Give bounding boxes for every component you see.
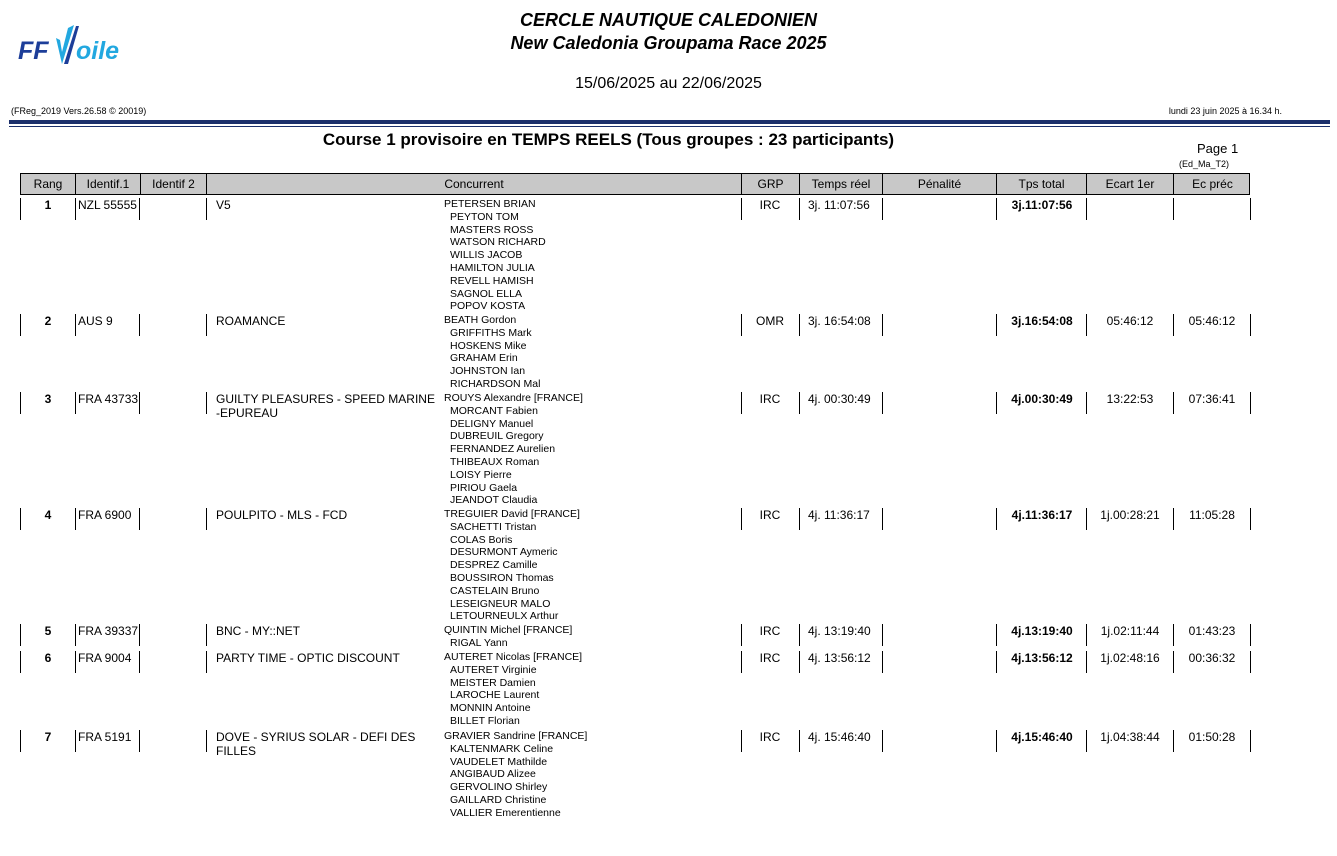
crew-list: [444, 624, 744, 650]
crew-member-name: GRIFFITHS Mark: [450, 326, 532, 339]
rank-cell: 4: [44, 508, 52, 522]
column-separator: [206, 651, 207, 673]
crew-member-name: HAMILTON JULIA: [450, 261, 535, 274]
column-separator: [996, 651, 997, 673]
organizer-title: CERCLE NAUTIQUE CALEDONIEN: [519, 10, 817, 30]
skipper-name: GRAVIER Sandrine [FRANCE]: [444, 730, 588, 742]
crew-list: [444, 314, 744, 391]
col-tps-total: Tps total: [997, 174, 1087, 194]
crew-member-name: DESURMONT Aymeric: [450, 546, 558, 559]
real-time-cell: 3j. 11:07:56: [808, 198, 870, 212]
crew-member-name: AUTERET Virginie: [450, 663, 537, 676]
column-separator: [799, 314, 800, 336]
col-identif1: Identif.1: [76, 174, 141, 194]
rank-cell: 6: [44, 651, 52, 665]
column-separator: [996, 198, 997, 220]
real-time-cell: 3j. 16:54:08: [808, 314, 871, 328]
crew-member-name: LESEIGNEUR MALO: [450, 597, 551, 610]
crew-member-name: BILLET Florian: [450, 714, 520, 727]
total-time-cell: 4j.11:36:17: [1011, 508, 1073, 522]
column-separator: [206, 624, 207, 646]
column-separator: [996, 624, 997, 646]
header-rule-thick: [9, 120, 1330, 124]
sail-number-cell: FRA 5191: [78, 730, 132, 744]
sail-number-cell: AUS 9: [78, 314, 113, 328]
column-separator: [206, 508, 207, 530]
column-separator: [996, 314, 997, 336]
boat-name-cell: V5: [216, 198, 231, 212]
crew-member-name: WATSON RICHARD: [450, 236, 546, 249]
col-ec-prec: Ec préc: [1192, 177, 1233, 191]
column-separator: [206, 730, 207, 752]
boat-name-cell: POULPITO - MLS - FCD: [216, 508, 348, 522]
logo-oile-text: oile: [76, 37, 120, 65]
total-time-cell: 4j.13:56:12: [1011, 651, 1073, 665]
crew-member-name: DESPREZ Camille: [450, 559, 538, 572]
crew-member-name: POPOV KOSTA: [450, 300, 526, 313]
total-time-cell: 3j.16:54:08: [1011, 314, 1073, 328]
column-separator: [1250, 392, 1251, 414]
crew-member-name: JOHNSTON Ian: [450, 365, 526, 378]
page-number: Page 1: [1197, 141, 1239, 156]
crew-member-name: GAILLARD Christine: [450, 793, 547, 806]
column-separator: [1250, 624, 1251, 646]
group-cell: IRC: [759, 624, 781, 638]
col-grp: GRP: [742, 174, 800, 194]
crew-member-name: BOUSSIRON Thomas: [450, 571, 554, 584]
real-time-cell: 4j. 11:36:17: [808, 508, 870, 522]
col-ecart-1er: Ecart 1er: [1087, 174, 1174, 194]
crew-member-name: MASTERS ROSS: [450, 223, 534, 236]
crew-member-name: KALTENMARK Celine: [450, 742, 554, 755]
column-separator: [799, 508, 800, 530]
crew-member-name: HOSKENS Mike: [450, 339, 527, 352]
crew-member-name: PEYTON TOM: [450, 210, 519, 223]
total-time-cell: 3j.11:07:56: [1011, 198, 1073, 212]
boat-name-cell: ROAMANCE: [216, 314, 286, 328]
gap-first-cell: 1j.04:38:44: [1100, 730, 1160, 744]
boat-name-cell: PARTY TIME - OPTIC DISCOUNT: [216, 651, 400, 665]
software-version: (FReg_2019 Vers.26.58 © 20019): [11, 106, 147, 116]
crew-member-name: REVELL HAMISH: [450, 274, 534, 287]
crew-member-name: MONNIN Antoine: [450, 702, 531, 715]
gap-previous-cell: 00:36:32: [1188, 651, 1236, 665]
crew-member-name: RIGAL Yann: [450, 636, 508, 649]
crew-member-name: FERNANDEZ Aurelien: [450, 443, 556, 456]
sail-number-cell: FRA 6900: [78, 508, 132, 522]
skipper-name: ROUYS Alexandre [FRANCE]: [444, 392, 583, 404]
column-separator: [1173, 198, 1174, 220]
sail-number-cell: FRA 9004: [78, 651, 132, 665]
column-separator: [1250, 730, 1251, 752]
crew-member-name: JEANDOT Claudia: [450, 494, 538, 507]
group-cell: IRC: [759, 508, 781, 522]
total-time-cell: 4j.13:19:40: [1011, 624, 1073, 638]
gap-previous-cell: 01:50:28: [1188, 730, 1236, 744]
total-time-cell: 4j.15:46:40: [1011, 730, 1073, 744]
group-cell: IRC: [759, 392, 781, 406]
sail-number-cell: FRA 43733: [78, 392, 139, 406]
skipper-name: PETERSEN BRIAN: [444, 198, 536, 210]
column-separator: [206, 198, 207, 220]
column-separator: [1250, 651, 1251, 673]
race-dates: 15/06/2025 au 22/06/2025: [575, 75, 762, 92]
column-separator: [799, 392, 800, 414]
logo-ff-text: FF: [18, 37, 49, 65]
sail-number-cell: FRA 39337: [78, 624, 139, 638]
column-separator: [799, 198, 800, 220]
group-cell: IRC: [759, 651, 781, 665]
col-penalite: Pénalité: [883, 174, 997, 194]
crew-member-name: VALLIER Emerentienne: [450, 806, 561, 819]
crew-member-name: LAROCHE Laurent: [450, 689, 540, 702]
col-concurrent: Concurrent: [207, 174, 742, 194]
skipper-name: QUINTIN Michel [FRANCE]: [444, 624, 573, 636]
column-separator: [1250, 198, 1251, 220]
crew-member-name: CASTELAIN Bruno: [450, 584, 540, 597]
crew-member-name: SAGNOL ELLA: [450, 287, 522, 300]
boat-name-cell: GUILTY PLEASURES - SPEED MARINE -EPUREAU: [216, 392, 435, 420]
rank-cell: 3: [44, 392, 52, 406]
crew-member-name: WILLIS JACOB: [450, 249, 523, 262]
gap-first-cell: 1j.02:48:16: [1100, 651, 1160, 665]
gap-previous-cell: 11:05:28: [1189, 508, 1235, 522]
column-separator: [799, 624, 800, 646]
crew-list: [444, 508, 744, 623]
course-title: Course 1 provisoire en TEMPS REELS (Tous groupes : 23 participants): [322, 130, 895, 149]
header-rule-thin: [9, 126, 1330, 127]
gap-previous-cell: 05:46:12: [1188, 314, 1236, 328]
real-time-cell: 4j. 00:30:49: [808, 392, 871, 406]
column-separator: [1086, 198, 1087, 220]
col-temps-reel: Temps réel: [800, 174, 883, 194]
col-rang: Rang: [21, 174, 76, 194]
results-table-header: [20, 173, 1250, 195]
crew-member-name: LOISY Pierre: [450, 468, 512, 481]
crew-member-name: COLAS Boris: [450, 533, 513, 546]
column-separator: [996, 730, 997, 752]
column-separator: [799, 651, 800, 673]
col-identif2: Identif 2: [141, 174, 207, 194]
gap-previous-cell: 01:43:23: [1188, 624, 1236, 638]
group-cell: IRC: [759, 730, 781, 744]
crew-member-name: LETOURNEULX Arthur: [450, 610, 559, 623]
total-time-cell: 4j.00:30:49: [1011, 392, 1073, 406]
gap-first-cell: 1j.02:11:44: [1100, 624, 1160, 638]
rank-cell: 2: [44, 314, 52, 328]
crew-member-name: SACHETTI Tristan: [450, 520, 537, 533]
real-time-cell: 4j. 13:19:40: [808, 624, 871, 638]
crew-list: [444, 198, 744, 313]
crew-member-name: DELIGNY Manuel: [450, 417, 534, 430]
crew-member-name: RICHARDSON Mal: [450, 377, 541, 390]
crew-member-name: GERVOLINO Shirley: [450, 781, 548, 794]
skipper-name: AUTERET Nicolas [FRANCE]: [444, 651, 583, 663]
boat-name-cell: BNC - MY::NET: [216, 624, 301, 638]
crew-member-name: GRAHAM Erin: [450, 352, 518, 365]
rank-cell: 1: [44, 198, 52, 212]
rank-cell: 5: [44, 624, 52, 638]
column-separator: [1250, 508, 1251, 530]
sail-number-cell: NZL 55555: [78, 198, 137, 212]
race-title: New Caledonia Groupama Race 2025: [510, 33, 827, 53]
rank-cell: 7: [44, 730, 52, 744]
crew-list: [444, 651, 744, 728]
gap-first-cell: 1j.00:28:21: [1100, 508, 1160, 522]
crew-member-name: THIBEAUX Roman: [450, 455, 540, 468]
crew-member-name: VAUDELET Mathilde: [450, 755, 548, 768]
crew-member-name: MEISTER Damien: [450, 676, 536, 689]
crew-member-name: MORCANT Fabien: [450, 404, 538, 417]
crew-member-name: ANGIBAUD Alizee: [450, 768, 536, 781]
column-separator: [1250, 314, 1251, 336]
crew-member-name: PIRIOU Gaela: [450, 481, 518, 494]
gap-first-cell: 13:22:53: [1106, 392, 1154, 406]
skipper-name: BEATH Gordon: [444, 314, 517, 326]
real-time-cell: 4j. 15:46:40: [808, 730, 871, 744]
crew-list: [444, 392, 744, 507]
print-date: lundi 23 juin 2025 à 16.34 h.: [1168, 106, 1282, 116]
column-separator: [206, 314, 207, 336]
column-separator: [799, 730, 800, 752]
skipper-name: TREGUIER David [FRANCE]: [444, 508, 580, 520]
gap-previous-cell: 07:36:41: [1188, 392, 1236, 406]
group-cell: OMR: [756, 314, 784, 328]
crew-member-name: DUBREUIL Gregory: [450, 430, 544, 443]
column-separator: [996, 508, 997, 530]
crew-list: [444, 730, 744, 820]
edition-code: (Ed_Ma_T2): [1179, 159, 1230, 169]
real-time-cell: 4j. 13:56:12: [808, 651, 871, 665]
group-cell: IRC: [759, 198, 781, 212]
column-separator: [206, 392, 207, 414]
boat-name-cell: DOVE - SYRIUS SOLAR - DEFI DES FILLES: [216, 730, 416, 758]
column-separator: [996, 392, 997, 414]
gap-first-cell: 05:46:12: [1106, 314, 1154, 328]
